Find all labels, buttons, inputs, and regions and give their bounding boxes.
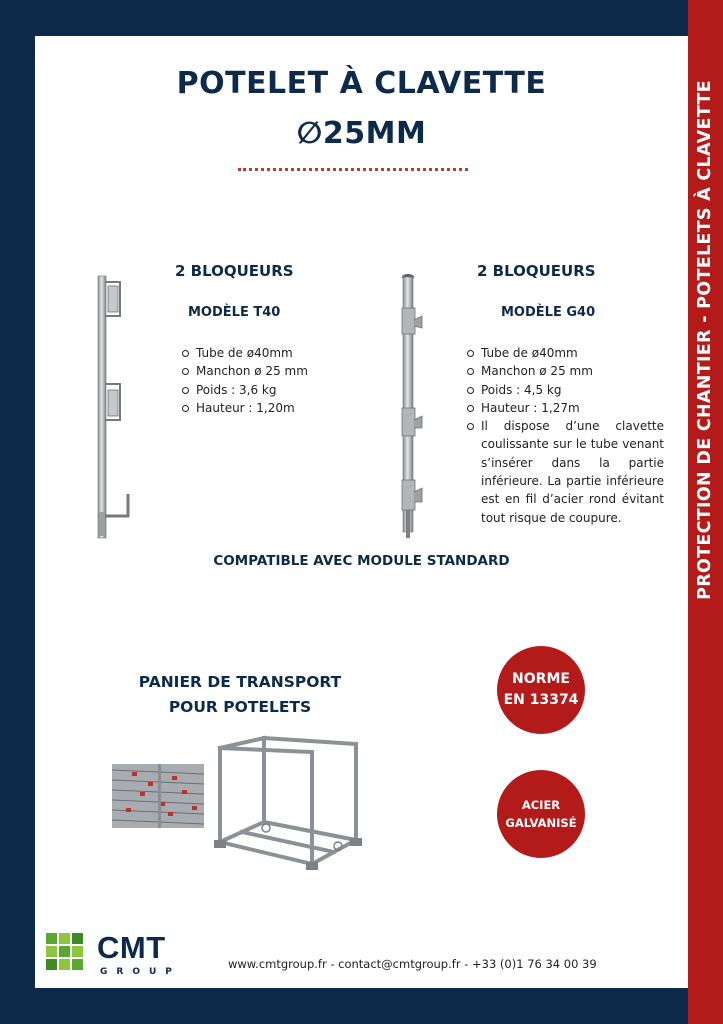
spec-item: Poids : 3,6 kg xyxy=(180,381,340,399)
spec-item: Manchon ø 25 mm xyxy=(180,362,340,380)
spec-item: Il dispose d’une clavette coulissante sur le tube venant s’insérer dans la partie inférieure. La partie inférieure est en fil d’acier rond évitant tout risque de coupure. xyxy=(465,417,664,527)
logo-text: CMT xyxy=(97,930,166,965)
material-label: ACIER xyxy=(521,798,561,812)
product-t40-specs xyxy=(180,344,340,417)
page-title: POTELET À CLAVETTE xyxy=(176,66,547,101)
basket-photo xyxy=(112,764,204,828)
basket-frame-image xyxy=(208,730,368,876)
side-label: PROTECTION DE CHANTIER - POTELETS À CLAVETTE xyxy=(695,80,715,600)
transport-title: PANIER DE TRANSPORT xyxy=(138,673,342,691)
product-t40-header: 2 BLOQUEURS xyxy=(175,262,294,280)
norme-value: EN 13374 xyxy=(503,692,579,708)
product-g40-specs xyxy=(465,344,664,527)
norme-label: NORME xyxy=(512,671,570,687)
product-g40-header: 2 BLOQUEURS xyxy=(477,262,596,280)
product-t40-model: MODÈLE T40 xyxy=(188,305,281,320)
post-t40-image xyxy=(88,272,138,540)
spec-item: Tube de ø40mm xyxy=(465,344,664,362)
logo-subtext: GROUP xyxy=(100,967,181,977)
spec-item: Hauteur : 1,27m xyxy=(465,399,664,417)
material-value: GALVANISÉ xyxy=(505,816,577,830)
title-divider xyxy=(238,168,468,171)
page-subtitle: ∅25MM xyxy=(296,116,427,151)
spec-item: Hauteur : 1,20m xyxy=(180,399,340,417)
product-g40-model: MODÈLE G40 xyxy=(501,305,596,320)
transport-subtitle: POUR POTELETS xyxy=(168,698,312,716)
norme-badge xyxy=(497,646,585,734)
post-g40-image xyxy=(392,270,432,540)
spec-item: Manchon ø 25 mm xyxy=(465,362,664,380)
spec-item: Poids : 4,5 kg xyxy=(465,381,664,399)
top-border xyxy=(0,0,723,36)
material-badge xyxy=(497,770,585,858)
contact-footer: www.cmtgroup.fr - contact@cmtgroup.fr - +33 (0)1 76 34 00 39 xyxy=(228,957,597,971)
compatibility-note: COMPATIBLE AVEC MODULE STANDARD xyxy=(213,553,510,569)
spec-item: Tube de ø40mm xyxy=(180,344,340,362)
